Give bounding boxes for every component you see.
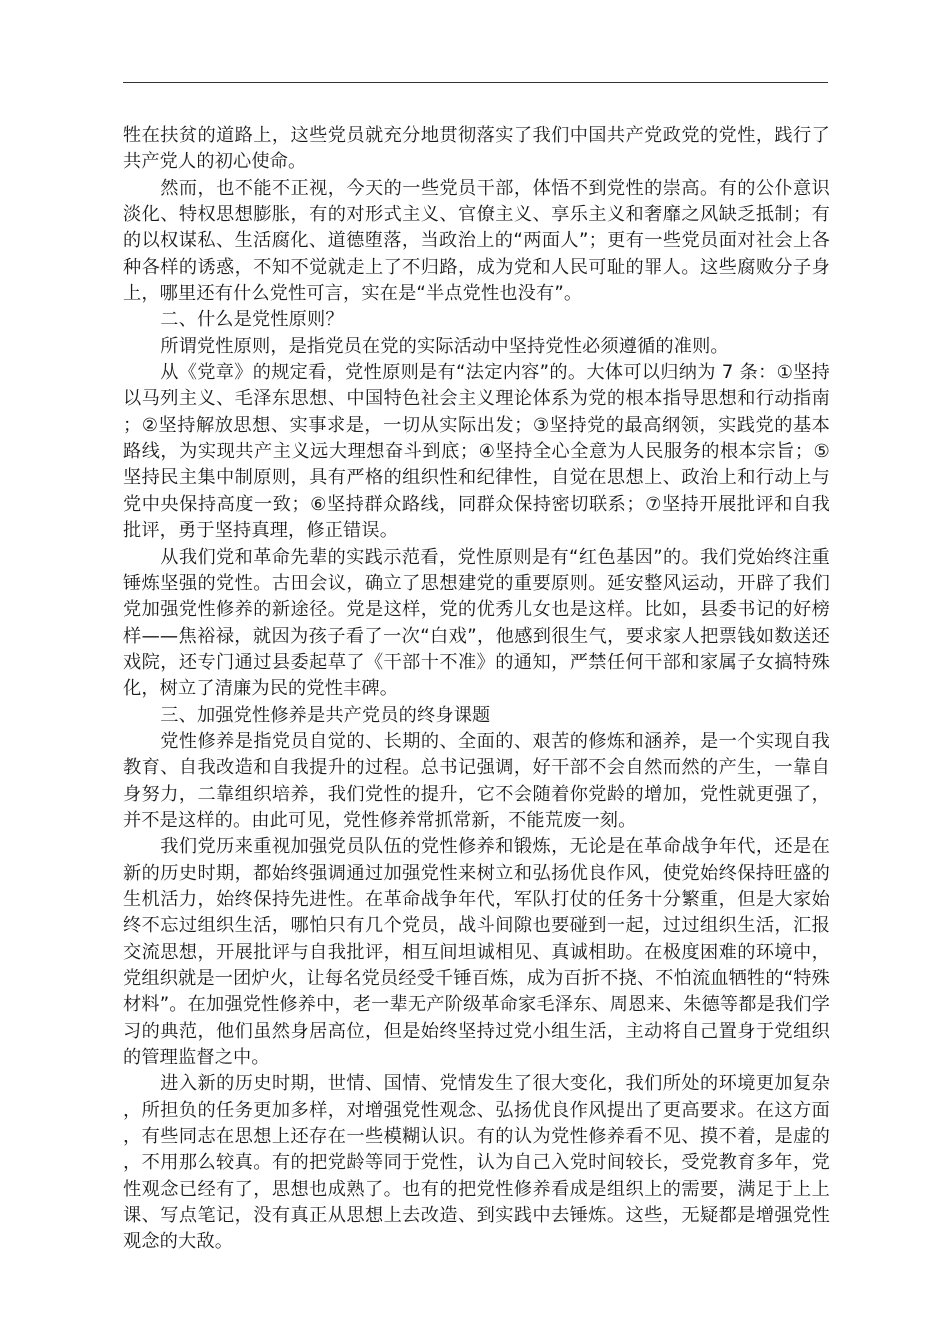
paragraph-continuation: 牲在扶贫的道路上，这些党员就充分地贯彻落实了我们中国共产党政党的党性，践行了共产党人的初心使命。: [123, 125, 830, 173]
section-heading-3: 三、加强党性修养是共产党员的终身课题: [160, 704, 491, 726]
paragraph-red-gene: 从我们党和革命先辈的实践示范看，党性原则是有“红色基因”的。我们党始终注重锤炼坚强的党性。古田会议，确立了思想建党的重要原则。延安整风运动，开辟了我们党加强党性修养的新途径。党是这样，党的优秀儿女也是这样。比如，县委书记的好榜样——焦裕禄，就因为孩子看了一次“白戏”，他感到很生气，要求家人把票钱如数送还戏院，还专门通过县委起草了《干部十不准》的通知，严禁任何干部和家属子女搞特殊化，树立了清廉为民的党性丰碑。: [123, 546, 830, 700]
paragraph-party-spirit-problems: 然而，也不能不正视，今天的一些党员干部，体悟不到党性的崇高。有的公仆意识淡化、特权思想膨胀，有的对形式主义、官僚主义、享乐主义和奢靡之风缺乏抵制；有的以权谋私、生活腐化、道德堕落，当政治上的“两面人”；更有一些党员面对社会上各种各样的诱惑，不知不觉就走上了不归路，成为党和人民可耻的罪人。这些腐败分子身上，哪里还有什么党性可言，实在是“半点党性也没有”。: [123, 177, 830, 305]
section-heading-2: 二、什么是党性原则？: [160, 309, 344, 331]
paragraph-party-constitution: 从《党章》的规定看，党性原则是有“法定内容”的。大体可以归纳为 7 条：①坚持以马列主义、毛泽东思想、中国特色社会主义理论体系为党的根本指导思想和行动指南；②坚持解放思想、实事求是，一切从实际出发；③坚持党的最高纲领，实践党的基本路线，为实现共产主义远大理想奋斗到底；④坚持全心全意为人民服务的根本宗旨；⑤坚持民主集中制原则，具有严格的组织性和纪律性，自觉在思想上、政治上和行动上与党中央保持高度一致；⑥坚持群众路线，同群众保持密切联系；⑦坚持开展批评和自我批评，勇于坚持真理，修正错误。: [123, 362, 830, 542]
paragraph-self-cultivation: 党性修养是指党员自觉的、长期的、全面的、艰苦的修炼和涵养，是一个实现自我教育、自我改造和自我提升的过程。总书记强调，好干部不会自然而然的产生，一靠自身努力，二靠组织培养，我们党性的提升，它不会随着你党龄的增加，党性就更强了，并不是这样的。由此可见，党性修养常抓常新，不能荒废一刻。: [123, 730, 830, 831]
header-rule: [123, 82, 828, 83]
paragraph-new-era: 进入新的历史时期，世情、国情、党情发生了很大变化，我们所处的环境更加复杂，所担负的任务更加多样，对增强党性观念、弘扬优良作风提出了更高要求。在这方面，有些同志在思想上还存在一些模糊认识。有的认为党性修养看不见、摸不着，是虚的，不用那么较真。有的把党龄等同于党性，认为自己入党时间较长，受党教育多年，党性观念已经有了，思想也成熟了。也有的把党性修养看成是组织上的需要，满足于上上课、写点笔记，没有真正从思想上去改造、到实践中去锤炼。这些，无疑都是增强党性观念的大敌。: [123, 1073, 830, 1253]
paragraph-definition: 所谓党性原则，是指党员在党的实际活动中坚持党性必须遵循的准则。: [160, 335, 729, 357]
document-body: [123, 123, 830, 1256]
paragraph-history: 我们党历来重视加强党员队伍的党性修养和锻炼，无论是在革命战争年代，还是在新的历史时期，都始终强调通过加强党性来树立和弘扬优良作风，使党始终保持旺盛的生机活力，始终保持先进性。在革命战争年代，军队打仗的任务十分繁重，但是大家始终不忘过组织生活，哪怕只有几个党员，战斗间隙也要碰到一起，过过组织生活，汇报交流思想，开展批评与自我批评，相互间坦诚相见、真诚相助。在极度困难的环境中，党组织就是一团炉火，让每名党员经受千锤百炼，成为百折不挠、不怕流血牺牲的“特殊材料”。在加强党性修养中，老一辈无产阶级革命家毛泽东、周恩来、朱德等都是我们学习的典范，他们虽然身居高位，但是始终坚持过党小组生活，主动将自己置身于党组织的管理监督之中。: [123, 836, 830, 1069]
